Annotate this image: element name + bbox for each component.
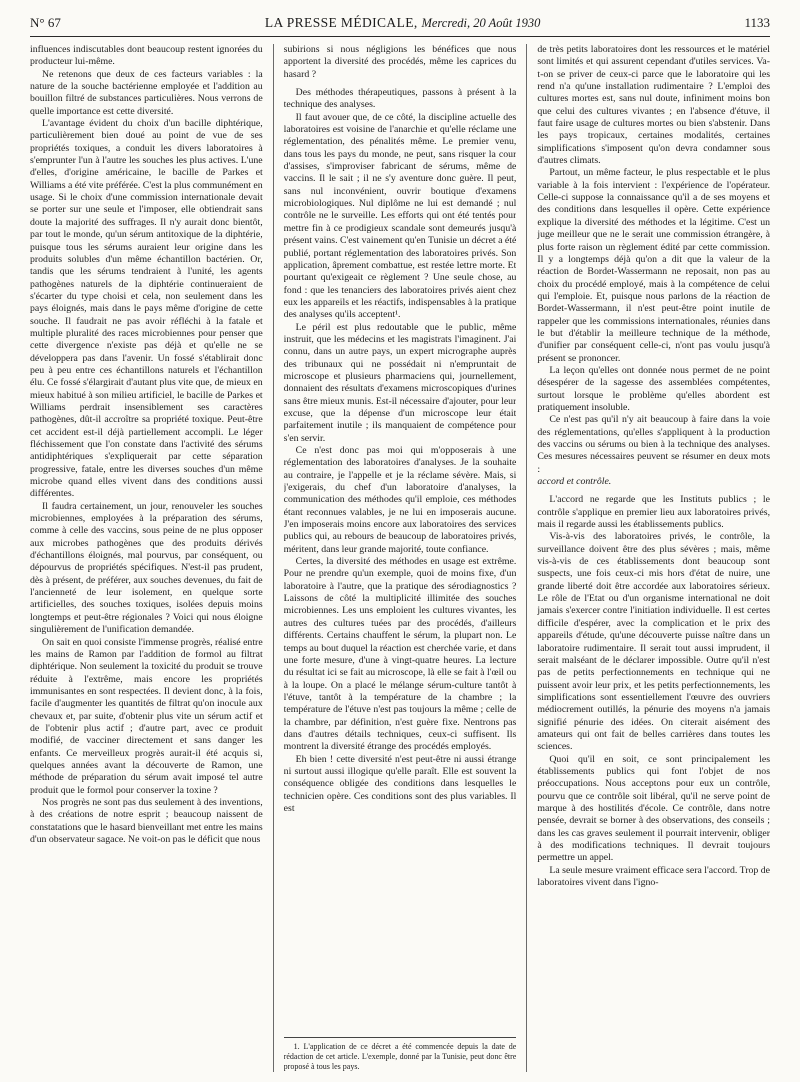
paragraph: Ce n'est donc pas moi qui m'opposerais à une réglementation des laboratoires d'analyses. Je la souhaite au contraire, je l'appelle et je la réclame sévère. Mais, si j'exigerais, du chef d'un laboratoire d'analyses, la communication des méthodes qu'il emploie, ces méthodes étant reconnues valables, je ne lui en imposerais aucune. J'en imposerais moins encore aux laboratoires des services publics qui, au rebours de beaucoup de laboratoires privés, méritent, dans leur grande majorité, toute confiance. [283, 445, 517, 555]
paragraph: Ne retenons que deux de ces facteurs variables : la nature de la souche bactérienne employée et l'addition au bouillon filtré de substances particulières. Nous verrons de quelle importance est cette diversité. [30, 68, 263, 117]
page-header [30, 10, 770, 37]
column-3 [537, 44, 770, 1072]
paragraph: L'accord ne regarde que les Instituts publics ; le contrôle s'applique en premier lieu aux laboratoires privés, mais il regarde aussi les établissements publics. [537, 494, 771, 531]
paragraph: L'avantage évident du choix d'un bacille diphtérique, particulièrement bien doué au point de vue de ses propriétés toxiques, a conduit les divers laboratoires à s'emprunter l'un à l'autre les souches les plus actives. L'une d'elles, d'origine américaine, le bacille de Parkes et Williams a été vite préférée. C'est la plus communément en usage. Si le choix d'une commission internationale devait se porter sur une seule et l'imposer, elle obtiendrait sans doute la majorité des suffrages. Il n'y aurait donc bientôt, par tout le monde, qu'un sérum antitoxique de la diphtérie, puisque tous les sérums auraient leur origine dans les produits solubles d'un même échantillon bactérien. Or, tandis que les sérums tendraient à l'unité, les agents pathogènes naturels de la diphtérie continueraient de s'écarter du type choisi et cela, non seulement dans les pays éloignés, mais dans le pays même d'origine de cette souche. Il faudrait ne pas avoir réfléchi à la fatale et multiple pluralité des races microbiennes pour penser que cette divergence n'existe pas déjà et qu'elle ne se développera pas dans l'avenir. Un fossé s'établirait donc peu à peu entre ces échantillons naturels et l'échantillon élu. Ce fossé s'élargirait d'autant plus vite que, de mieux en mieux habitué à son milieu artificiel, le bacille de Parkes et Williams perdrait insensiblement ses caractères pathogènes, dût-il accroître sa propriété toxique. Peut-être cet accident est-il déjà partiellement accompli. Le léger fléchissement que l'on constate dans l'activité des sérums antidiphtériques s'expliquerait par cette séparation progressive, fatale, entre les diverses souches d'un même microbe quand elles vivent dans des conditions aussi différentes. [30, 118, 263, 500]
paragraph: de très petits laboratoires dont les ressources et le matériel sont limités et qui assurent cependant d'utiles services. Va-t-on se priver de ceux-ci parce que le laboratoire qui les rend n'a qu'une installation rudimentaire ? L'emploi des cultures mortes est, sans nul doute, infiniment moins bon que celui des cultures vivantes ; en l'absence d'étuve, il faut faire usage de cultures mortes ou bien s'abstenir. Dans les pays tropicaux, certaines modalités, certaines simplifications s'imposent qu'on devra condamner sous d'autres climats. [537, 44, 771, 167]
column-divider [273, 44, 274, 1072]
paragraph: Le péril est plus redoutable que le public, même instruit, que les médecins et les magistrats l'imaginent. J'ai connu, dans un autre pays, un expert micrographe auprès des tribunaux qui ne possédait ni n'empruntait de microscope et plusieurs pharmaciens qui, journellement, donnaient des résultats d'examens microscopiques d'urines sans être mieux munis. Est-il nécessaire d'ajouter, pour leur excuse, que la dépense d'un microscope leur était parfaitement inutile ; ils manquaient de compétence pour s'en servir. [283, 321, 517, 444]
paragraph: Il faut avouer que, de ce côté, la discipline actuelle des laboratoires est voisine de l'anarchie et qu'elle réclame une réglementation, des pénalités même. Le premier venu, dans tous les pays du monde, ne peut, sans risquer la cour d'assises, s'improviser fabricant de sérums, même de vaccins. Il le sait ; il ne s'y aventure donc guère. Il peut, sans nul inconvénient, ouvrir boutique d'examens microbiologiques. Nul diplôme ne lui est demandé ; nul contrôle ne le surveille. Les efforts qui ont été tentés pour mettre fin à ce prodigieux scandale sont demeurés jusqu'à présent vains. C'est vainement qu'en Tunisie un décret a été publié, portant réglementation des laboratoires privés. Son application, âprement combattue, est restée lettre morte. Et pourtant qu'exigeait ce règlement ? Une seule chose, au fond : que les tenanciers des laboratoires privés aient chez eux les appareils et les réactifs, indispensables à la pratique des analyses qu'ils acceptent¹. [283, 111, 517, 321]
column-2 [284, 44, 517, 1072]
journal-title [265, 15, 541, 31]
paragraph: On sait en quoi consiste l'immense progrès, réalisé entre les mains de Ramon par l'addition de formol au filtrat diphtérique. Non seulement la toxicité du produit se trouve réduite à l'extrême, mais encore les propriétés immunisantes en sont respectées. Il devient donc, à la fois, facile d'augmenter les quantités de filtrat qu'on inocule aux chevaux et, par suite, d'obtenir plus vite un sérum actif et de l'obtenir plus actif ; d'autre part, avec ce produit modifié, de vacciner directement et sans danger les enfants. Ce merveilleux progrès aurait-il été acquis si, quelques années avant la découverte de Ramon, une méthode de préparation du sérum avait imposé tel autre produit que le formol pour conserver la toxine ? [30, 636, 263, 796]
column-divider [526, 44, 527, 1072]
issue-date: Mercredi, 20 Août 1930 [421, 16, 541, 30]
paragraph: Il faudra certainement, un jour, renouveler les souches microbiennes, employées à la préparation des sérums, comme à celle des vaccins, sous peine de ne plus opposer aux microbes pathogènes que des produits dérivés d'échantillons éloignés, mal pourvus, par conséquent, ou dépourvus de propriétés spécifiques. N'est-il pas prudent, dès à présent, de préférer, aux souches devenues, du fait de l'ancienneté de leur isolement, en quelque sorte artificielles, des souches toxiques, isolées depuis moins longtemps et peut-être régionales ? Voici qui nous éloigne singulièrement de l'unification demandée. [30, 500, 263, 636]
page-number: 1133 [744, 15, 770, 30]
paragraph: Vis-à-vis des laboratoires privés, le contrôle, la surveillance doivent être des plus sévères ; mais, même vis-à-vis de ces établissements dont beaucoup sont suspects, une fois ceux-ci mis hors d'état de nuire, une grande liberté doit être accordée aux laboratoires sérieux. Le rôle de l'Etat ou d'un organisme international ne doit jamais s'exercer contre l'initiation individuelle. Il est certes difficile d'espérer, avec la complication et le prix des appareils d'étude, qu'une découverte puisse naître dans un laboratoire rudimentaire. Il serait tout aussi imprudent, il serait malséant de le déclarer impossible. Outre qu'il n'est pas de petits perfectionnements en technique qui ne puissent avoir leur prix, et les petits perfectionnements, les simplifications sont essentiellement l'œuvre des ouvriers médiocrement outillés, la pénurie des moyens n'a jamais signifié pénurie des idées. On citerait aisément des amateurs qui ont fait de belles carrières dans toutes les sciences. [537, 531, 771, 753]
paragraph: La leçon qu'elles ont donnée nous permet de ne point désespérer de la sagesse des assemblées compétentes, surtout lorsque le problème qu'elles abordent est pratiquement insoluble. [537, 364, 771, 413]
paragraph: Des méthodes thérapeutiques, passons à présent à la technique des analyses. [283, 87, 517, 111]
paragraph: Partout, un même facteur, le plus respectable et le plus variable à la fois intervient : l'expérience de l'opérateur. Celle-ci suppose la connaissance qu'il a de ses moyens et des conditions dans lesquelles il opère. Cette expérience explique la diversité des méthodes et la légitime. C'est un juge meilleur que ne le serait une commission étrangère, à plus forte raison un règlement édité par cette commission. Il y a longtemps déjà qu'on a dit que la valeur de la réaction de Bordet-Wassermann ne reposait, non pas au choix du procédé employé, mais à la compétence de celui qui l'emploie. Et, puisque nous parlons de la réaction de Bordet-Wassermann, il n'est peut-être point inutile de rappeler que les commissions internationales, réunies dans le but d'établir la meilleure technique de la méthode, d'unifier par conséquent celle-ci, n'ont pas voulu jusqu'à présent se prononcer. [537, 167, 771, 364]
column-1 [30, 44, 263, 1072]
journal-name: LA PRESSE MÉDICALE, [264, 15, 418, 30]
paragraph: Quoi qu'il en soit, ce sont principalement les établissements publics qui font l'objet de nos préoccupations. Nous acceptons pour eux un contrôle, pourvu que ce contrôle soit libéral, qu'il ne serve point de marque à des hostilités d'école. Ce contrôle, dans notre pensée, devrait se borner à des observations, des conseils ; dans les cas graves seulement il pourrait intervenir, obliger à des modifications techniques. Il devrait toujours permettre un appel. [537, 753, 771, 864]
text-columns [30, 44, 770, 1072]
emphasis-line: accord et contrôle. [537, 476, 612, 488]
paragraph: influences indiscutables dont beaucoup restent ignorées du producteur lui-même. [30, 44, 263, 68]
footnote [284, 1037, 517, 1072]
paragraph: Ce n'est pas qu'il n'y ait beaucoup à faire dans la voie des réglementations, qu'elles s'appliquent à la production des vaccins ou sérums ou bien à la technique des analyses. Ces mesures nécessaires peuvent se résumer en deux mots : [537, 414, 771, 475]
paragraph: Eh bien ! cette diversité n'est peut-être ni aussi étrange ni surtout aussi illogique qu'elle paraît. Elle est souvent la conséquence obligée des conditions dans lesquelles le technicien opère. Ces conditions sont des plus variables. Il est [283, 753, 517, 814]
paragraph: subirions si nous négligions les bénéfices que nous apportent la diversité des procédés, même les caprices du hasard ? [283, 44, 517, 80]
paragraph: La seule mesure vraiment efficace sera l'accord. Trop de laboratoires vivent dans l'igno- [537, 864, 771, 889]
footnote-text: 1. L'application de ce décret a été commencée depuis la date de rédaction de cet article. L'exemple, donné par la Tunisie, peut donc être proposé à tous les pays. [283, 1042, 517, 1071]
paragraph: Certes, la diversité des méthodes en usage est extrême. Pour ne prendre qu'un exemple, quoi de moins fixe, d'un laboratoire à l'autre, que la pratique des sérodiagnostics ? Laissons de côté la multiplicité illimitée des souches microbiennes. Les uns emploient les cultures vivantes, les autres des cultures tuées par des procédés, d'ailleurs différents. Certains chauffent le sérum, la plupart non. Le temps au bout duquel la réaction est cherchée varie, et dans une forte mesure, d'une à vingt-quatre heures. La lecture du résultat ici se fait au microscope, là elle se fait à l'œil ou à la loupe. On a placé le mélange sérum-culture tantôt à l'étuve, tantôt à la température de la chambre ; la température de l'étuve n'est pas toujours la même ; celle de la chambre, par définition, n'est guère fixe. Nentrons pas dans d'autres détails techniques, ceux-ci suffisent. Ils montrent la diversité étrange des procédés employés. [283, 556, 517, 753]
issue-number: N° 67 [30, 15, 61, 30]
paragraph: Nos progrès ne sont pas dus seulement à des inventions, à des créations de notre esprit ; beaucoup naissent de constatations que le hasard bienveillant met entre les mains d'un observateur sagace. Ne voit-on pas le déficit que nous [30, 796, 263, 845]
